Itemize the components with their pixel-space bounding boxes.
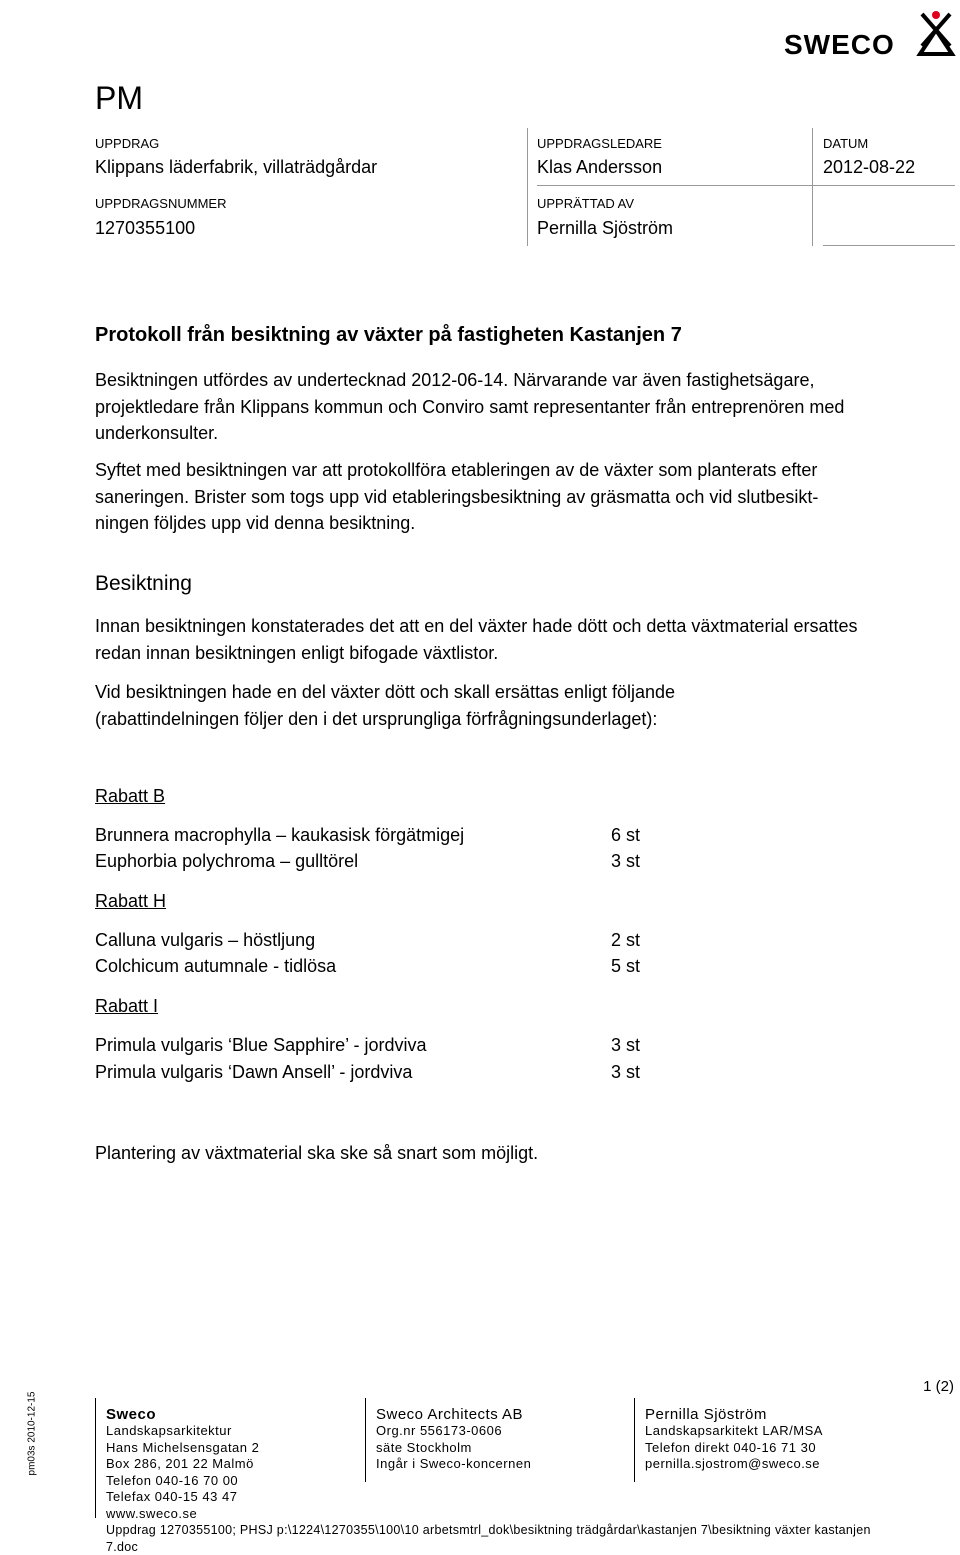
footer-contact <box>645 1406 823 1473</box>
header-rule <box>823 245 955 246</box>
document-title: Protokoll från besiktning av växter på fastigheten Kastanjen 7 <box>95 324 682 346</box>
plant-quantity: 3 st <box>611 851 641 871</box>
plant-quantity: 5 st <box>611 956 641 976</box>
footer-line: Telefon 040-16 70 00 <box>106 1472 239 1488</box>
paragraph-line: Syftet med besiktningen var att protokollföra etableringen av de växter som planterats efter <box>95 460 818 480</box>
template-code: pm03s 2010-12-15 <box>26 1391 38 1476</box>
footer-company <box>106 1406 259 1523</box>
page-number: 1 (2) <box>923 1378 954 1395</box>
uppdrag-label: UPPDRAG <box>95 136 160 151</box>
uppdragsledare-value: Klas Andersson <box>537 157 663 177</box>
file-path-line: 7.doc <box>106 1539 139 1554</box>
legal-entity: Sweco Architects AB <box>376 1406 524 1423</box>
header-rule <box>537 185 955 186</box>
paragraph-line: underkonsulter. <box>95 423 219 443</box>
plant-name: Brunnera macrophylla – kaukasisk förgätmigej <box>95 825 465 845</box>
footer-line: säte Stockholm <box>376 1439 472 1455</box>
file-path-line: Uppdrag 1270355100; PHSJ p:\1224\1270355\100\10 arbetsmtrl_dok\besiktning trädgårdar\kastanjen 7\besiktning växter kastanjen <box>106 1523 871 1537</box>
contact-email: pernilla.sjostrom@sweco.se <box>645 1456 821 1472</box>
rabatt-heading: Rabatt I <box>95 996 159 1016</box>
paragraph-line: (rabattindelningen följer den i det ursprungliga förfrågningsunderlaget): <box>95 708 658 729</box>
footer-line: Telefax 040-15 43 47 <box>106 1489 238 1505</box>
footer-line: Org.nr 556173-0606 <box>376 1423 503 1438</box>
upprattad-av-value: Pernilla Sjöström <box>537 218 674 238</box>
section-heading: Besiktning <box>95 572 192 595</box>
intro-paragraph <box>95 367 955 447</box>
footer-divider <box>634 1398 635 1482</box>
plant-name: Primula vulgaris ‘Blue Sapphire’ - jordviva <box>95 1035 427 1055</box>
paragraph-line: projektledare från Klippans kommun och Conviro samt representanter från entreprenören med <box>95 396 845 417</box>
footer-line: Landskapsarkitektur <box>106 1423 232 1438</box>
paragraph-line: ningen följdes upp vid denna besiktning. <box>95 513 416 533</box>
footer-line: Landskapsarkitekt LAR/MSA <box>645 1423 823 1438</box>
footer-line: Box 286, 201 22 Malmö <box>106 1456 254 1472</box>
footer-line: Telefon direkt 040-16 71 30 <box>645 1439 817 1455</box>
plant-quantity: 2 st <box>611 930 641 950</box>
plant-quantity: 3 st <box>611 1062 641 1082</box>
footer-line: Hans Michelsensgatan 2 <box>106 1439 260 1455</box>
svg-text:SWECO: SWECO <box>784 29 895 60</box>
inspection-paragraph <box>95 679 955 732</box>
sweco-logo <box>784 6 960 60</box>
contact-name: Pernilla Sjöström <box>645 1406 767 1423</box>
paragraph-line: redan innan besiktningen enligt bifogade växtlistor. <box>95 642 499 663</box>
footer-legal <box>376 1406 531 1473</box>
paragraph-line: saneringen. Brister som togs upp vid etableringsbesiktning av gräsmatta och vid slutbesikt- <box>95 486 819 507</box>
paragraph-line: Besiktningen utfördes av undertecknad 2012-06-14. Närvarande var även fastighetsägare, <box>95 370 815 390</box>
purpose-paragraph <box>95 457 955 537</box>
uppdrag-value: Klippans läderfabrik, villaträdgårdar <box>95 157 378 177</box>
plant-name: Euphorbia polychroma – gulltörel <box>95 851 359 871</box>
uppdragsnummer-value: 1270355100 <box>95 218 196 238</box>
upprattad-av-label: UPPRÄTTAD AV <box>537 196 635 211</box>
paragraph-line: Innan besiktningen konstaterades det att en del växter hade dött och detta växtmaterial ersattes <box>95 616 858 636</box>
datum-label: DATUM <box>823 136 869 151</box>
paragraph-line: Vid besiktningen hade en del växter dött och skall ersättas enligt följande <box>95 682 676 702</box>
rabatt-heading: Rabatt H <box>95 891 167 911</box>
file-path <box>106 1522 946 1555</box>
plant-quantity: 3 st <box>611 1035 641 1055</box>
plant-name: Colchicum autumnale - tidlösa <box>95 956 337 976</box>
plant-quantity: 6 st <box>611 825 641 845</box>
uppdragsledare-label: UPPDRAGSLEDARE <box>537 136 662 151</box>
plant-name: Primula vulgaris ‘Dawn Ansell’ - jordviva <box>95 1062 413 1082</box>
rabatt-heading: Rabatt B <box>95 786 166 806</box>
datum-value: 2012-08-22 <box>823 157 916 177</box>
footer-divider <box>95 1398 96 1518</box>
header-divider <box>527 128 528 246</box>
doc-type: PM <box>95 80 143 116</box>
footer-divider <box>365 1398 366 1482</box>
footer-line: Ingår i Sweco-koncernen <box>376 1456 532 1472</box>
footer-website: www.sweco.se <box>106 1505 198 1521</box>
before-inspection-paragraph <box>95 613 955 666</box>
header-divider <box>812 128 813 246</box>
uppdragsnummer-label: UPPDRAGSNUMMER <box>95 196 227 211</box>
company-name: Sweco <box>106 1406 157 1423</box>
plant-name: Calluna vulgaris – höstljung <box>95 930 316 950</box>
closing-sentence: Plantering av växtmaterial ska ske så snart som möjligt. <box>95 1143 539 1163</box>
